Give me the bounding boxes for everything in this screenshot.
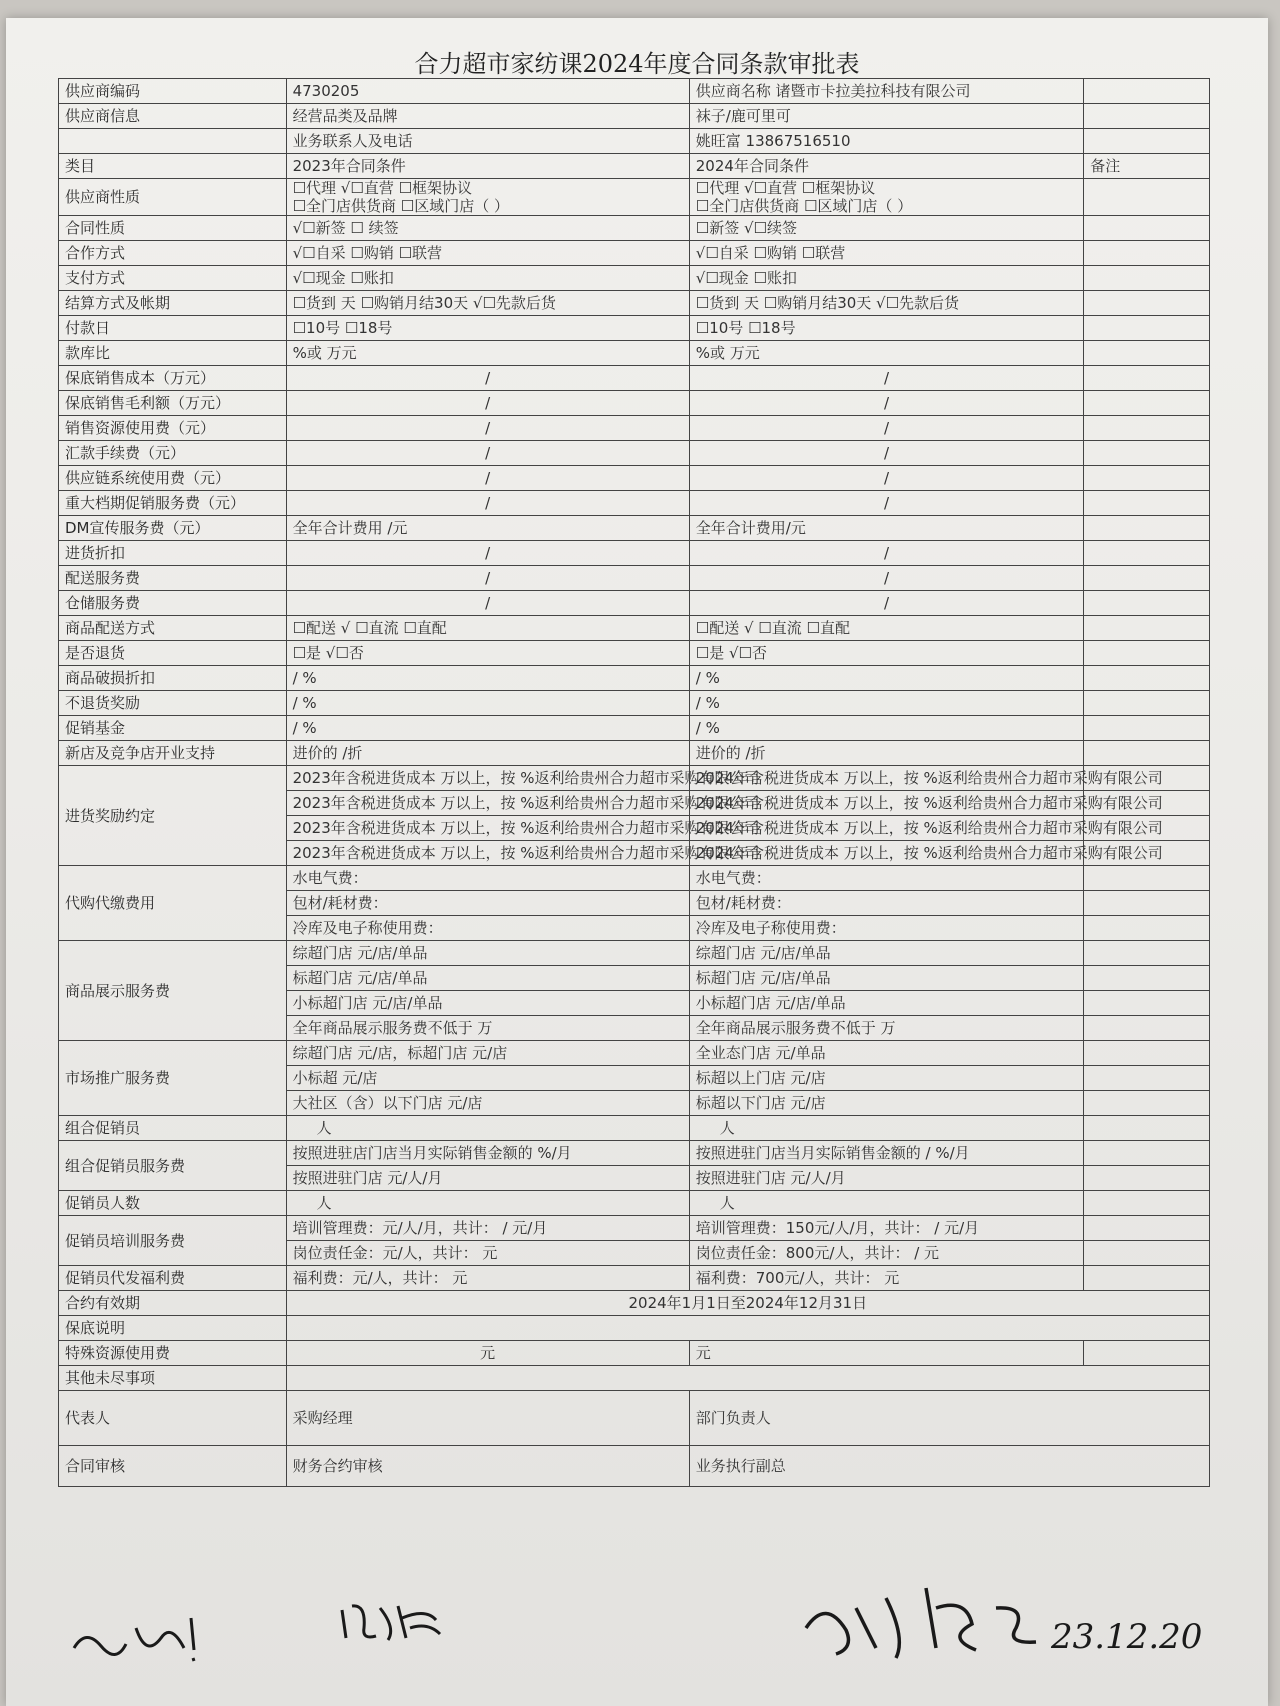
settle-label: 结算方式及帐期 (59, 291, 287, 316)
market-label: 市场推广服务费 (59, 1041, 287, 1116)
remarks-blank (1084, 416, 1210, 441)
remarks-blank (1084, 941, 1210, 966)
welfare-2024: 福利费：700元/人，共计： 元 (689, 1266, 1084, 1291)
table-row (59, 216, 1210, 241)
remarks-header: 备注 (1084, 154, 1210, 179)
market-2023: 综超门店 元/店，标超门店 元/店 (286, 1041, 689, 1066)
supplier-name-value: 供应商名称 诸暨市卡拉美拉科技有限公司 (689, 79, 1084, 104)
newstore-label: 新店及竞争店开业支持 (59, 741, 287, 766)
table-row (59, 179, 1210, 216)
remarks-blank (1084, 491, 1210, 516)
promoter-2024: 人 (689, 1116, 1084, 1141)
finance-label: 财务合约审核 (286, 1446, 689, 1487)
table-row (59, 341, 1210, 366)
validity-label: 合约有效期 (59, 1291, 287, 1316)
table-row (59, 666, 1210, 691)
fee-2023: / (286, 366, 689, 391)
fee-label: 重大档期促销服务费（元） (59, 491, 287, 516)
training-2024: 岗位责任金：800元/人，共计： / 元 (689, 1241, 1084, 1266)
pct-2023: / % (286, 691, 689, 716)
dm-label: DM宣传服务费（元） (59, 516, 287, 541)
display-2023: 全年商品展示服务费不低于 万 (286, 1016, 689, 1041)
display-2024: 标超门店 元/店/单品 (689, 966, 1084, 991)
table-row (59, 641, 1210, 666)
display-2024: 全年商品展示服务费不低于 万 (689, 1016, 1084, 1041)
table-row (59, 1291, 1210, 1316)
promoter-fee-2023: 按照进驻店门店当月实际销售金额的 %/月 (286, 1141, 689, 1166)
validity-value: 2024年1月1日至2024年12月31日 (286, 1291, 1209, 1316)
remarks-blank (1084, 641, 1210, 666)
market-2023: 大社区（含）以下门店 元/店 (286, 1091, 689, 1116)
display-2024: 小标超门店 元/店/单品 (689, 991, 1084, 1016)
table-row (59, 1266, 1210, 1291)
training-label: 促销员培训服务费 (59, 1216, 287, 1266)
table-row (59, 766, 1210, 791)
contract-form-paper (6, 18, 1268, 1706)
display-2023: 标超门店 元/店/单品 (286, 966, 689, 991)
special-label: 特殊资源使用费 (59, 1341, 287, 1366)
display-2023: 小标超门店 元/店/单品 (286, 991, 689, 1016)
pay-2023: √☐现金 ☐账扣 (286, 266, 689, 291)
agent-2023: 冷库及电子称使用费： (286, 916, 689, 941)
newstore-2023: 进价的 /折 (286, 741, 689, 766)
coop-label: 合作方式 (59, 241, 287, 266)
review-label: 合同审核 (59, 1446, 287, 1487)
remarks-blank (1084, 1166, 1210, 1191)
fee-label: 保底销售毛利额（万元） (59, 391, 287, 416)
table-row (59, 1391, 1210, 1446)
remarks-blank (1084, 179, 1210, 216)
delivery-label: 商品配送方式 (59, 616, 287, 641)
agent-2024: 冷库及电子称使用费： (689, 916, 1084, 941)
fee-2024: / (689, 416, 1084, 441)
table-row (59, 1041, 1210, 1066)
table-row (59, 566, 1210, 591)
table-row (59, 1216, 1210, 1241)
supplier-info-label: 供应商信息 (59, 104, 287, 129)
agent-2024: 水电气费： (689, 866, 1084, 891)
promoter-fee-2024: 按照进驻门店 元/人/月 (689, 1166, 1084, 1191)
payday-label: 付款日 (59, 316, 287, 341)
agent-2024: 包材/耗材费： (689, 891, 1084, 916)
table-row (59, 391, 1210, 416)
remarks-blank (1084, 966, 1210, 991)
category-brand-label: 经营品类及品牌 (286, 104, 689, 129)
fee-2024: / (689, 366, 1084, 391)
table-row (59, 616, 1210, 641)
fee-label: 汇款手续费（元） (59, 441, 287, 466)
remarks-blank (1084, 316, 1210, 341)
table-row (59, 441, 1210, 466)
fee-2023: / (286, 416, 689, 441)
blank-cell (59, 129, 287, 154)
market-2024: 标超以上门店 元/店 (689, 1066, 1084, 1091)
coop-2024: √☐自采 ☐购销 ☐联营 (689, 241, 1084, 266)
table-row (59, 366, 1210, 391)
table-row (59, 541, 1210, 566)
agent-label: 代购代缴费用 (59, 866, 287, 941)
remarks-blank (1084, 1266, 1210, 1291)
promoter-fee-2024: 按照进驻门店当月实际销售金额的 / %/月 (689, 1141, 1084, 1166)
coop-2023: √☐自采 ☐购销 ☐联营 (286, 241, 689, 266)
remarks-blank (1084, 79, 1210, 104)
contact-label: 业务联系人及电话 (286, 129, 689, 154)
remarks-blank (1084, 241, 1210, 266)
fee-label: 销售资源使用费（元） (59, 416, 287, 441)
table-row (59, 129, 1210, 154)
newstore-2024: 进价的 /折 (689, 741, 1084, 766)
pct-2024: / % (689, 666, 1084, 691)
agent-2023: 水电气费： (286, 866, 689, 891)
fee2-2024: / (689, 541, 1084, 566)
remarks-blank (1084, 291, 1210, 316)
supplier-code-value: 4730205 (286, 79, 689, 104)
form-title: 合力超市家纺课2024年度合同条款审批表 (414, 50, 860, 78)
fee-2024: / (689, 466, 1084, 491)
rep-label: 代表人 (59, 1391, 287, 1446)
fee2-2024: / (689, 566, 1084, 591)
rebate-2023: 2023年含税进货成本 万以上，按 %返利给贵州合力超市采购有限公司 (286, 841, 689, 866)
handwritten-date: 23.12.20 (1051, 1617, 1203, 1657)
other-value (286, 1366, 1209, 1391)
remarks-blank (1084, 891, 1210, 916)
remarks-blank (1084, 1066, 1210, 1091)
table-row (59, 416, 1210, 441)
rebate-2023: 2023年含税进货成本 万以上，按 %返利给贵州合力超市采购有限公司 (286, 766, 689, 791)
remarks-blank (1084, 441, 1210, 466)
remarks-blank (1084, 1116, 1210, 1141)
remarks-blank (1084, 716, 1210, 741)
table-row (59, 866, 1210, 891)
remarks-blank (1084, 466, 1210, 491)
remarks-blank (1084, 1041, 1210, 1066)
market-2024: 标超以下门店 元/店 (689, 1091, 1084, 1116)
table-row (59, 1366, 1210, 1391)
table-row (59, 1116, 1210, 1141)
nature-2023-line1: ☐代理 √☐直营 ☐框架协议 (292, 179, 473, 197)
promoter-2023: 人 (286, 1116, 689, 1141)
table-row (59, 691, 1210, 716)
pay-2024: √☐现金 ☐账扣 (689, 266, 1084, 291)
dept-label: 部门负责人 (689, 1391, 1209, 1446)
other-label: 其他未尽事项 (59, 1366, 287, 1391)
guarantee-label: 保底说明 (59, 1316, 287, 1341)
table-row (59, 79, 1210, 104)
table-row (59, 1191, 1210, 1216)
rebate-2024: 2024年含税进货成本 万以上，按 %返利给贵州合力超市采购有限公司 (689, 791, 1084, 816)
agent-2023: 包材/耗材费： (286, 891, 689, 916)
pct-2023: / % (286, 716, 689, 741)
rebate-2024: 2024年含税进货成本 万以上，按 %返利给贵州合力超市采购有限公司 (689, 841, 1084, 866)
training-2023: 岗位责任金：元/人，共计： 元 (286, 1241, 689, 1266)
display-label: 商品展示服务费 (59, 941, 287, 1041)
remarks-blank (1084, 691, 1210, 716)
contract-nature-2023: √☐新签 ☐ 续签 (286, 216, 689, 241)
settle-2023: ☐货到 天 ☐购销月结30天 √☐先款后货 (286, 291, 689, 316)
fee2-2023: / (286, 566, 689, 591)
pct-2024: / % (689, 716, 1084, 741)
category-brand-value: 袜子/鹿可里可 (689, 104, 1084, 129)
signature-dept (796, 1578, 1203, 1668)
col-2024-header: 2024年合同条件 (689, 154, 1084, 179)
dm-2024: 全年合计费用/元 (689, 516, 1084, 541)
rebate-2024: 2024年含税进货成本 万以上，按 %返利给贵州合力超市采购有限公司 (689, 816, 1084, 841)
ratio-2024: %或 万元 (689, 341, 1084, 366)
remarks-blank (1084, 916, 1210, 941)
table-row (59, 154, 1210, 179)
vp-label: 业务执行副总 (689, 1446, 1209, 1487)
promoter-label: 组合促销员 (59, 1116, 287, 1141)
table-row (59, 716, 1210, 741)
table-row (59, 266, 1210, 291)
rebate-2023: 2023年含税进货成本 万以上，按 %返利给贵州合力超市采购有限公司 (286, 791, 689, 816)
table-row (59, 591, 1210, 616)
training-2024: 培训管理费：150元/人/月，共计： / 元/月 (689, 1216, 1084, 1241)
table-row (59, 1446, 1210, 1487)
table-row (59, 1341, 1210, 1366)
supplier-code-label: 供应商编码 (59, 79, 287, 104)
fee-2024: / (689, 441, 1084, 466)
remarks-blank (1084, 516, 1210, 541)
fee2-2024: / (689, 591, 1084, 616)
pay-label: 支付方式 (59, 266, 287, 291)
remarks-blank (1084, 541, 1210, 566)
promoter-count-2024: 人 (689, 1191, 1084, 1216)
promoter-count-2023: 人 (286, 1191, 689, 1216)
approval-table (58, 78, 1210, 1487)
guarantee-value (286, 1316, 1209, 1341)
nature-label: 供应商性质 (59, 179, 287, 216)
signature-rep (66, 1608, 216, 1668)
settle-2024: ☐货到 天 ☐购销月结30天 √☐先款后货 (689, 291, 1084, 316)
delivery-2023: ☐配送 √ ☐直流 ☐直配 (286, 616, 689, 641)
return-2024: ☐是 √☐否 (689, 641, 1084, 666)
table-row (59, 741, 1210, 766)
table-row (59, 316, 1210, 341)
remarks-blank (1084, 391, 1210, 416)
fee2-2023: / (286, 541, 689, 566)
training-2023: 培训管理费：元/人/月，共计： / 元/月 (286, 1216, 689, 1241)
remarks-blank (1084, 1341, 1210, 1366)
promoter-fee-label: 组合促销员服务费 (59, 1141, 287, 1191)
pct-label: 促销基金 (59, 716, 287, 741)
nature-2023-line2: ☐全门店供货商 ☐区域门店（ ） (292, 197, 510, 215)
pct-2024: / % (689, 691, 1084, 716)
remarks-blank (1084, 1016, 1210, 1041)
remarks-blank (1084, 266, 1210, 291)
display-2024: 综超门店 元/店/单品 (689, 941, 1084, 966)
remarks-blank (1084, 616, 1210, 641)
remarks-blank (1084, 366, 1210, 391)
remarks-blank (1084, 566, 1210, 591)
table-row (59, 516, 1210, 541)
remarks-blank (1084, 341, 1210, 366)
delivery-2024: ☐配送 √ ☐直流 ☐直配 (689, 616, 1084, 641)
table-row (59, 466, 1210, 491)
manager-label: 采购经理 (286, 1391, 689, 1446)
nature-2024-line2: ☐全门店供货商 ☐区域门店（ ） (695, 197, 913, 215)
market-2024: 全业态门店 元/单品 (689, 1041, 1084, 1066)
remarks-blank (1084, 1241, 1210, 1266)
contract-nature-label: 合同性质 (59, 216, 287, 241)
payday-2023: ☐10号 ☐18号 (286, 316, 689, 341)
fee2-2023: / (286, 591, 689, 616)
remarks-blank (1084, 666, 1210, 691)
ratio-2023: %或 万元 (286, 341, 689, 366)
display-2023: 综超门店 元/店/单品 (286, 941, 689, 966)
fee-2024: / (689, 491, 1084, 516)
remarks-blank (1084, 1191, 1210, 1216)
remarks-blank (1084, 991, 1210, 1016)
welfare-label: 促销员代发福利费 (59, 1266, 287, 1291)
special-2024: 元 (689, 1341, 1084, 1366)
contact-value: 姚旺富 13867516510 (689, 129, 1084, 154)
category-label: 类目 (59, 154, 287, 179)
remarks-blank (1084, 216, 1210, 241)
remarks-blank (1084, 1216, 1210, 1241)
fee-2023: / (286, 491, 689, 516)
table-row (59, 291, 1210, 316)
fee2-label: 进货折扣 (59, 541, 287, 566)
fee-label: 供应链系统使用费（元） (59, 466, 287, 491)
ratio-label: 款库比 (59, 341, 287, 366)
return-2023: ☐是 √☐否 (286, 641, 689, 666)
rebate-2024: 2024年含税进货成本 万以上，按 %返利给贵州合力超市采购有限公司 (689, 766, 1084, 791)
pct-2023: / % (286, 666, 689, 691)
dm-2023: 全年合计费用 /元 (286, 516, 689, 541)
remarks-blank (1084, 1141, 1210, 1166)
remarks-blank (1084, 104, 1210, 129)
remarks-blank (1084, 129, 1210, 154)
col-2023-header: 2023年合同条件 (286, 154, 689, 179)
remarks-blank (1084, 866, 1210, 891)
return-label: 是否退货 (59, 641, 287, 666)
table-row (59, 104, 1210, 129)
pct-label: 不退货奖励 (59, 691, 287, 716)
remarks-blank (1084, 1091, 1210, 1116)
signature-manager (336, 1598, 446, 1648)
rebate-label: 进货奖励约定 (59, 766, 287, 866)
fee-label: 保底销售成本（万元） (59, 366, 287, 391)
fee-2023: / (286, 441, 689, 466)
table-row (59, 1316, 1210, 1341)
nature-2024-line1: ☐代理 √☐直营 ☐框架协议 (695, 179, 876, 197)
pct-label: 商品破损折扣 (59, 666, 287, 691)
payday-2024: ☐10号 ☐18号 (689, 316, 1084, 341)
nature-2024 (689, 179, 1084, 216)
table-row (59, 241, 1210, 266)
contract-nature-2024: ☐新签 √☐续签 (689, 216, 1084, 241)
fee2-label: 仓储服务费 (59, 591, 287, 616)
table-row (59, 1141, 1210, 1166)
market-2023: 小标超 元/店 (286, 1066, 689, 1091)
nature-2023 (286, 179, 689, 216)
fee-2024: / (689, 391, 1084, 416)
remarks-blank (1084, 741, 1210, 766)
table-row (59, 941, 1210, 966)
fee-2023: / (286, 466, 689, 491)
welfare-2023: 福利费：元/人，共计： 元 (286, 1266, 689, 1291)
table-row (59, 491, 1210, 516)
special-2023: 元 (286, 1341, 689, 1366)
promoter-fee-2023: 按照进驻门店 元/人/月 (286, 1166, 689, 1191)
remarks-blank (1084, 591, 1210, 616)
fee2-label: 配送服务费 (59, 566, 287, 591)
fee-2023: / (286, 391, 689, 416)
rebate-2023: 2023年含税进货成本 万以上，按 %返利给贵州合力超市采购有限公司 (286, 816, 689, 841)
promoter-count-label: 促销员人数 (59, 1191, 287, 1216)
